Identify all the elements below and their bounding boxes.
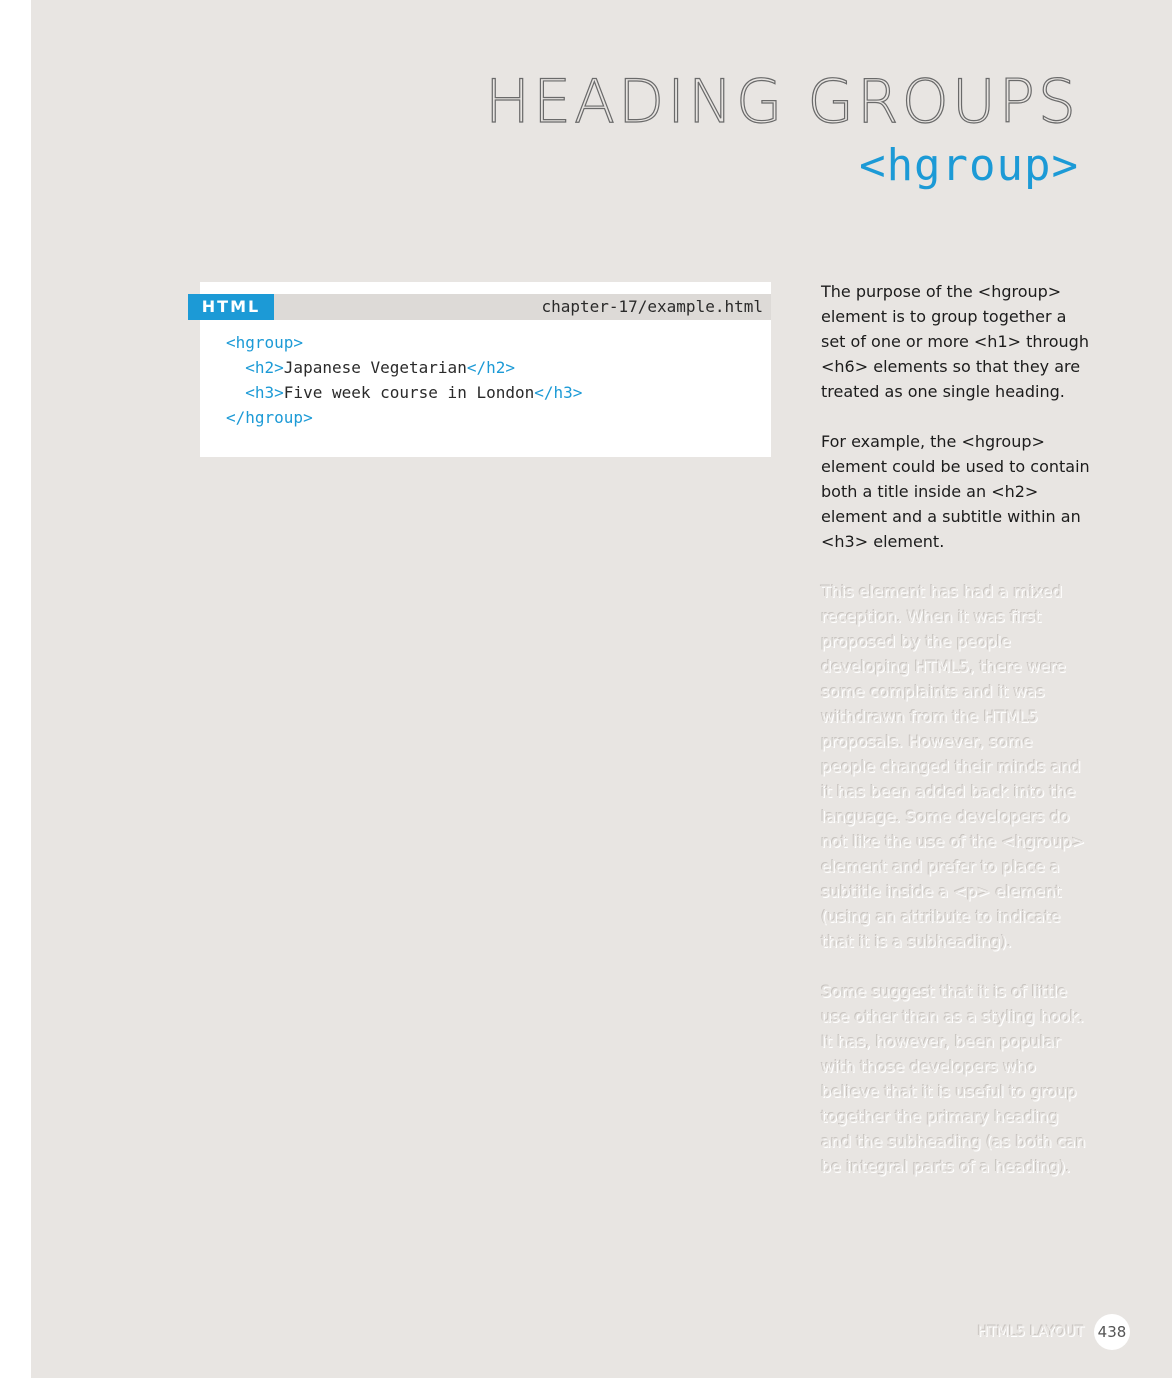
language-badge: HTML <box>188 294 274 320</box>
book-page <box>31 0 1172 1378</box>
code-line <box>226 380 582 405</box>
embossed-paragraph: This element has had a mixed reception. When it was first proposed by the people developing HTML5, there were some complaints and it was withdrawn from the HTML5 proposals. However, some people changed their minds and it has been added back into the language. Some developers do not like the use of the <hgroup> element and prefer to place a subtitle inside a <p> element (using an attribute to indicate that it is a subheading). <box>821 582 1085 951</box>
code-tag: <hgroup> <box>226 333 304 352</box>
page-title: HEADING GROUPS <box>484 67 1079 137</box>
code-line <box>226 405 582 430</box>
code-tag: <h3> <box>245 383 284 402</box>
code-text: Five week course in London <box>283 383 535 402</box>
code-line <box>226 330 582 355</box>
description-paragraph: The purpose of the <hgroup> element is to group together a set of one or more <h1> through <h6> elements so that they are treated as one single heading. <box>821 282 1089 401</box>
description-column <box>821 279 1091 1204</box>
code-header-bar <box>200 294 771 320</box>
code-block <box>226 330 582 430</box>
code-text: Japanese Vegetarian <box>283 358 467 377</box>
description-paragraph: For example, the <hgroup> element could be used to contain both a title inside an <h2> element and a subtitle within an <h3> element. <box>821 432 1090 551</box>
code-line <box>226 355 582 380</box>
code-tag: </h3> <box>534 383 583 402</box>
page-number-badge: 438 <box>1094 1314 1130 1350</box>
code-filename: chapter-17/example.html <box>541 297 763 316</box>
code-tag: </hgroup> <box>226 408 313 427</box>
code-example-box <box>200 282 771 457</box>
code-tag: </h2> <box>466 358 515 377</box>
code-tag: <h2> <box>245 358 284 377</box>
page-subtitle-element-name: <hgroup> <box>859 140 1079 191</box>
embossed-paragraph: Some suggest that it is of little use other than as a styling hook. It has, however, been popular with those developers who believe that it is useful to group together the primary heading and the subheading (as both can be integral parts of a heading). <box>821 982 1086 1176</box>
section-name: HTML5 LAYOUT <box>977 1324 1084 1340</box>
page-footer <box>977 1314 1130 1350</box>
